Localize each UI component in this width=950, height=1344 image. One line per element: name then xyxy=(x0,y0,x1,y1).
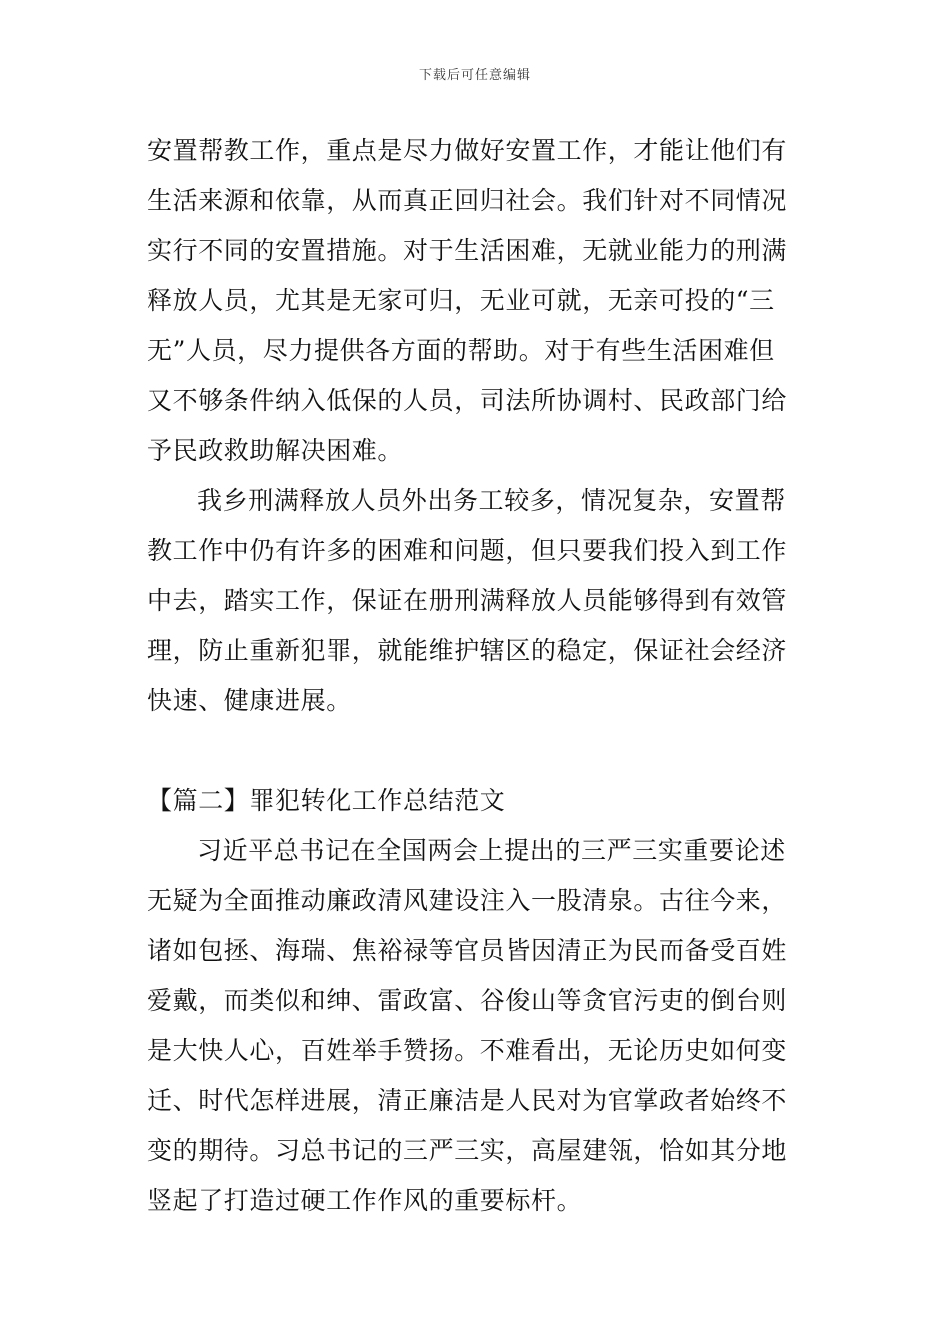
text-line: 习近平总书记在全国两会上提出的三严三实重要论述 xyxy=(197,836,786,865)
document-body xyxy=(147,126,807,1226)
text-line: 我乡刑满释放人员外出务工较多，情况复杂，安置帮 xyxy=(197,486,786,515)
section2-paragraph-1 xyxy=(147,826,807,1226)
text-line: 无疑为全面推动廉政清风建设注入一股清泉。古往今来， xyxy=(147,886,788,915)
text-line: 竖起了打造过硬工作作风的重要标杆。 xyxy=(147,1186,583,1215)
text-line: 教工作中仍有许多的困难和问题，但只要我们投入到工作 xyxy=(147,536,788,565)
text-line: 快速、健康进展。 xyxy=(147,686,352,715)
text-line: 中去，踏实工作，保证在册刑满释放人员能够得到有效管 xyxy=(147,586,788,615)
section2-title: 【篇二】罪犯转化工作总结范文 xyxy=(147,786,506,815)
text-line: 变的期待。习总书记的三严三实，高屋建瓴，恰如其分地 xyxy=(147,1136,788,1165)
section-gap xyxy=(147,726,807,776)
text-line: 又不够条件纳入低保的人员，司法所协调村、民政部门给 xyxy=(147,386,788,415)
text-line: 是大快人心，百姓举手赞扬。不难看出，无论历史如何变 xyxy=(147,1036,788,1065)
text-line: 生活来源和依靠，从而真正回归社会。我们针对不同情况 xyxy=(147,186,788,215)
section1-paragraph-2 xyxy=(147,476,807,726)
text-line: 迁、时代怎样进展，清正廉洁是人民对为官掌政者始终不 xyxy=(147,1086,788,1115)
text-line: 无”人员，尽力提供各方面的帮助。对于有些生活困难但 xyxy=(147,336,775,365)
text-line: 爱戴，而类似和绅、雷政富、谷俊山等贪官污吏的倒台则 xyxy=(147,986,788,1015)
text-line: 释放人员，尤其是无家可归，无业可就，无亲可投的“三 xyxy=(147,286,775,315)
text-line: 理，防止重新犯罪，就能维护辖区的稳定，保证社会经济 xyxy=(147,636,788,665)
text-line: 实行不同的安置措施。对于生活困难，无就业能力的刑满 xyxy=(147,236,788,265)
header-note: 下载后可任意编辑 xyxy=(418,68,531,83)
text-line: 安置帮教工作，重点是尽力做好安置工作，才能让他们有 xyxy=(147,136,788,165)
text-line: 予民政救助解决困难。 xyxy=(147,436,404,465)
section1-paragraph-1 xyxy=(147,126,807,476)
text-line: 诸如包拯、海瑞、焦裕禄等官员皆因清正为民而备受百姓 xyxy=(147,936,788,965)
